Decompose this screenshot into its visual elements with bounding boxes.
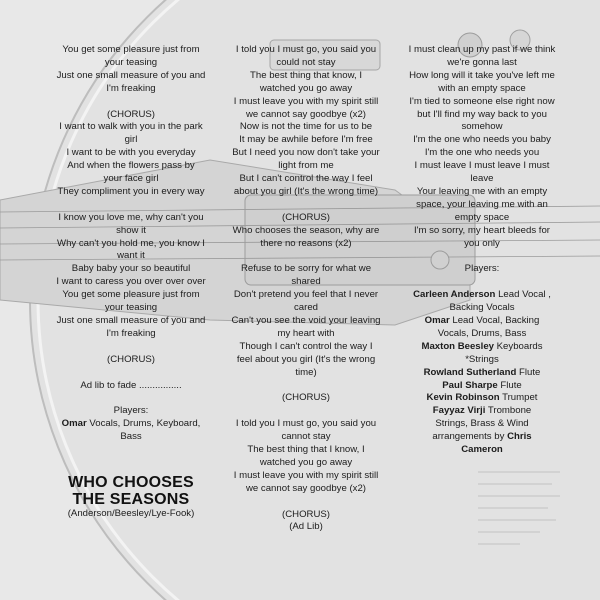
song-title-line-1: WHO CHOOSES <box>68 473 194 491</box>
lyric-line: your teasing <box>104 302 158 314</box>
lyric-line: The best thing that I know, I <box>247 444 365 456</box>
lyric-line: How long will it take you've left me <box>409 69 555 81</box>
lyric-line: we cannot say goodbye (x2) <box>246 108 366 120</box>
player-role: Strings, Brass & Wind <box>435 418 529 430</box>
player-role: Backing Vocals <box>449 302 515 314</box>
player-credit <box>398 405 566 418</box>
lyric-line: I'm so sorry, my heart bleeds for <box>413 224 550 236</box>
lyric-line: cared <box>294 302 318 314</box>
lyric-line: want it <box>117 250 145 262</box>
lyric-line: time) <box>295 366 317 378</box>
lyrics-column-2 <box>222 44 390 534</box>
player-credit <box>398 431 566 444</box>
lyric-line: Now is not the time for us to be <box>239 121 373 133</box>
lyric-line: I'm the one who needs you <box>424 147 540 159</box>
players-label: Players: <box>464 263 500 275</box>
player-name: Kevin Robinson <box>426 392 500 404</box>
player-credit <box>398 367 566 380</box>
lyric-line: Why can't you hold me, you know I <box>57 237 205 249</box>
player-role: *Strings <box>465 353 499 365</box>
player-credit <box>398 392 566 405</box>
lyric-line: I want to caress you over over over <box>56 276 206 288</box>
lyric-line: empty space <box>454 211 510 223</box>
player-role: Flute <box>500 379 522 391</box>
player-credit <box>398 444 566 457</box>
lyric-line: But I need you now don't take your <box>232 147 380 159</box>
lyric-line: cannot stay <box>281 431 331 443</box>
lyric-line: But I can't control the way I feel <box>239 173 373 185</box>
lyric-line: watched you go away <box>259 82 353 94</box>
lyric-line: watched you go away <box>259 456 353 468</box>
lyric-line: your teasing <box>104 56 158 68</box>
lyric-line: you only <box>464 237 500 249</box>
lyric-line: It may be awhile before I'm free <box>239 134 373 146</box>
lyric-line: feel about you girl (It's the wrong <box>236 353 376 365</box>
player-credit <box>398 315 566 328</box>
players-label: Players: <box>113 405 149 417</box>
lyric-line: I'm the one who needs you baby <box>413 134 551 146</box>
player-name: Carleen Anderson <box>413 289 496 301</box>
lyric-line: we cannot say goodbye (x2) <box>246 482 366 494</box>
lyric-line: You get some pleasure just from <box>62 44 200 55</box>
lyric-line: They compliment you in every way <box>57 185 205 197</box>
lyric-line: shared <box>291 276 321 288</box>
lyric-line: I know you love me, why can't you <box>58 211 204 223</box>
lyric-line: The best thing that know, I <box>250 69 362 81</box>
lyric-line: your face girl <box>103 173 159 185</box>
lyric-line: I must leave you with my spirit still <box>233 469 379 481</box>
lyrics-column-3 <box>398 44 566 457</box>
player-name: Omar <box>61 418 87 430</box>
player-credit <box>398 341 566 354</box>
player-credit <box>398 380 566 393</box>
lyric-line: You get some pleasure just from <box>62 289 200 301</box>
lyric-line: but I'll find my way back to you <box>417 108 547 120</box>
lyric-line: Don't pretend you feel that I never <box>233 289 379 301</box>
lyric-line: Baby baby your so beautiful <box>71 263 191 275</box>
player-credit <box>48 418 214 431</box>
songwriter-credits: (Anderson/Beesley/Lye-Fook) <box>67 507 195 519</box>
lyric-line: Refuse to be sorry for what we <box>240 263 372 275</box>
lyric-line: girl <box>124 134 138 146</box>
lyric-line: Just one small measure of you and <box>56 315 206 326</box>
player-name: Chris <box>507 431 532 443</box>
chorus-marker: (CHORUS) <box>282 508 330 520</box>
lyric-line: my heart with <box>277 327 335 339</box>
lyric-line: I'm tied to someone else right now <box>409 95 555 107</box>
chorus-marker: (CHORUS) <box>282 392 330 404</box>
lyric-line: could not stay <box>276 56 336 68</box>
lyric-line: I want to be with you everyday <box>66 147 196 159</box>
lyric-line: space, your leaving me with an <box>416 198 548 210</box>
player-credit <box>398 289 566 302</box>
player-role: Flute <box>519 366 541 378</box>
song-title-line-2: THE SEASONS <box>72 490 190 508</box>
lyric-line: Ad lib to fade ................ <box>80 379 182 391</box>
player-role: arrangements by <box>432 431 505 443</box>
chorus-marker: (CHORUS) <box>107 108 155 120</box>
player-role: Lead Vocal , <box>498 289 551 301</box>
lyric-line: I told you I must go, you said you <box>235 418 377 430</box>
lyric-line: And when the flowers pass by <box>67 160 195 172</box>
player-name: Maxton Beesley <box>421 340 494 352</box>
lyric-line: I must clean up my past if we think <box>408 44 556 55</box>
lyric-line: Just one small measure of you and <box>56 69 206 81</box>
lyric-line: leave <box>470 173 494 185</box>
chorus-marker: (CHORUS) <box>282 211 330 223</box>
chorus-marker: (CHORUS) <box>107 353 155 365</box>
lyric-line: I told you I must go, you said you <box>235 44 377 55</box>
player-name: Omar <box>424 315 450 326</box>
player-role: Trombone <box>487 405 532 417</box>
player-role: Trumpet <box>502 392 538 404</box>
lyric-line: Your leaving me with an empty <box>416 185 548 197</box>
player-name: Rowland Sutherland <box>423 366 517 378</box>
lyric-line: I must leave I must leave I must <box>414 160 550 172</box>
lyric-line: we're gonna last <box>447 56 517 68</box>
lyric-line: Can't you see the void your leaving <box>231 315 381 326</box>
lyrics-column-1 <box>48 44 214 521</box>
lyric-line: I want to walk with you in the park <box>59 121 203 133</box>
player-name: Cameron <box>461 444 503 456</box>
lyric-line: somehow <box>461 121 503 133</box>
player-role: Bass <box>120 431 142 443</box>
lyric-line: Though I can't control the way I <box>239 340 373 352</box>
lyric-line: I must leave you with my spirit still <box>233 95 379 107</box>
lyric-line: with an empty space <box>438 82 526 94</box>
lyric-line: light from me <box>278 160 334 172</box>
player-name: Fayyaz Virji <box>432 405 486 417</box>
player-role: Keyboards <box>496 340 543 352</box>
lyric-line: (Ad Lib) <box>289 521 323 533</box>
lyric-line: about you girl (It's the wrong time) <box>233 185 379 197</box>
lyric-line: I'm freaking <box>106 82 156 94</box>
lyric-line: Who chooses the season, why are <box>232 224 380 236</box>
lyric-line: I'm freaking <box>106 327 156 339</box>
lyric-line: show it <box>116 224 146 236</box>
player-role: Lead Vocal, Backing <box>452 315 540 326</box>
player-role: Vocals, Drums, Bass <box>437 327 527 339</box>
player-role: Vocals, Drums, Keyboard, <box>89 418 201 430</box>
player-name: Paul Sharpe <box>442 379 498 391</box>
lyric-line: there no reasons (x2) <box>260 237 352 249</box>
